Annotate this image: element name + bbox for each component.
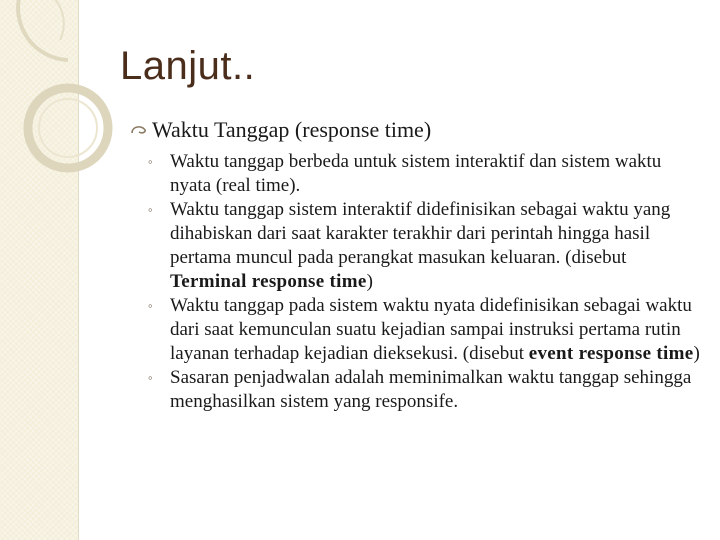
heading-bullet-item [130, 116, 700, 144]
circle-bullet-icon: ◦ [148, 298, 153, 313]
decorative-circles [0, 0, 140, 200]
list-item [148, 366, 700, 414]
bullet-text-after: ) [693, 343, 700, 364]
list-item [148, 198, 700, 294]
sub-bullet-list [148, 150, 700, 414]
slide-title: Lanjut.. [120, 44, 256, 88]
bullet-text-after: ) [366, 271, 373, 292]
bullet-bold-term: Terminal response time [170, 271, 367, 292]
swirl-bullet-icon [130, 116, 152, 144]
bullet-bold-term: event response time [528, 343, 694, 364]
list-item [148, 294, 700, 366]
bullet-text: Sasaran penjadwalan adalah meminimalkan waktu tanggap sehingga menghasilkan sistem yang responsife. [170, 367, 692, 412]
bullet-text-before: Waktu tanggap pada sistem waktu nyata didefinisikan sebagai waktu dari saat kemunculan suatu kejadian sampai instruksi pertama rutin layanan terhadap kejadian dieksekusi. (disebut [170, 295, 692, 364]
slide-content [130, 116, 700, 414]
list-item [148, 150, 700, 198]
circle-bullet-icon: ◦ [148, 202, 153, 217]
bullet-text-before: Waktu tanggap sistem interaktif didefinisikan sebagai waktu yang dihabiskan dari saat karakter terakhir dari perintah hingga hasil pertama muncul pada perangkat masukan keluaran. (disebut [170, 199, 671, 268]
arc-top-small [52, 0, 64, 40]
ring-inner [39, 99, 97, 157]
circle-bullet-icon: ◦ [148, 154, 153, 169]
circle-bullet-icon: ◦ [148, 370, 153, 385]
heading-text: Waktu Tanggap (response time) [152, 117, 432, 142]
bullet-text: Waktu tanggap berbeda untuk sistem interaktif dan sistem waktu nyata (real time). [170, 151, 662, 196]
